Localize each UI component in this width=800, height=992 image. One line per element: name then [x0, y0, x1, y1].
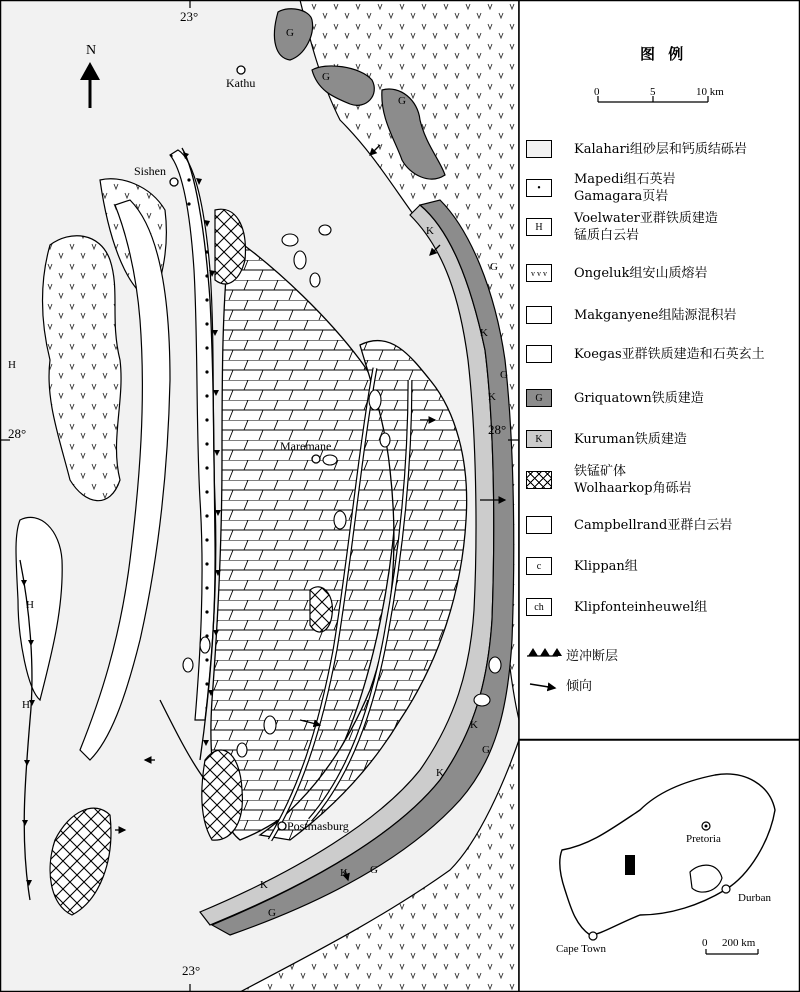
- legend-scale-mid: 5: [650, 86, 656, 98]
- legend-row: [526, 386, 704, 410]
- postmasburg-marker: [278, 822, 286, 830]
- legend-row: [526, 427, 687, 451]
- legend-row: [526, 137, 747, 161]
- legend-label-line1: 铁锰矿体: [574, 464, 627, 479]
- legend-label: Griquatown铁质建造: [574, 390, 704, 406]
- lon-label-bottom: 23°: [182, 963, 201, 978]
- legend-row-dip: [526, 674, 592, 698]
- legend-label: Koegas亚群铁质建造和石英玄土: [574, 346, 765, 362]
- cape-town-label: Cape Town: [556, 943, 607, 955]
- legend-label: [574, 171, 676, 205]
- legend-swatch: •: [526, 179, 552, 197]
- unit-k-label: K: [436, 767, 444, 779]
- legend-label: Kuruman铁质建造: [574, 431, 687, 447]
- legend-swatch: [526, 471, 552, 489]
- unit-k-label: K: [260, 879, 268, 891]
- legend-label-line2: Gamagara页岩: [574, 189, 669, 204]
- unit-k-label: K: [470, 719, 478, 731]
- unit-g-label: G: [490, 261, 498, 273]
- sishen-label: Sishen: [134, 164, 167, 178]
- legend-label: Campbellrand亚群白云岩: [574, 517, 733, 533]
- maremane-label: Maremane: [280, 439, 332, 453]
- legend-label-line2: 锰质白云岩: [574, 228, 640, 243]
- legend-label-line2: Wolhaarkop角砾岩: [574, 481, 692, 496]
- unit-g-label: G: [398, 95, 406, 107]
- legend-dip-label: 倾向: [566, 678, 593, 694]
- postmasburg-label: Postmasburg: [287, 819, 349, 833]
- pretoria-label: Pretoria: [686, 833, 721, 845]
- legend-label: [574, 210, 718, 244]
- north-label: N: [86, 43, 97, 58]
- unit-g-label: G: [268, 907, 276, 919]
- legend-thrust-label: 逆冲断层: [566, 648, 619, 664]
- lon-label-top: 23°: [180, 9, 199, 24]
- legend-row: [526, 172, 676, 204]
- kathu-label: Kathu: [226, 76, 256, 90]
- legend-swatch: v v v: [526, 264, 552, 282]
- legend-row: [526, 464, 692, 496]
- legend-label: [574, 463, 692, 497]
- legend-row: [526, 595, 707, 619]
- maremane-marker: [312, 455, 320, 463]
- kathu-marker: [237, 66, 245, 74]
- legend-row: [526, 342, 765, 366]
- unit-k-label: K: [340, 867, 348, 879]
- unit-h-label: H: [26, 599, 34, 611]
- unit-h-label: H: [22, 699, 30, 711]
- unit-k-label: K: [488, 391, 496, 403]
- lat-label-right: 28°: [488, 422, 507, 437]
- legend-row: [526, 261, 707, 285]
- lat-label-left: 28°: [8, 426, 27, 441]
- legend-label: Makganyene组陆源混积岩: [574, 307, 737, 323]
- unit-g-label: G: [286, 27, 294, 39]
- legend-swatch: [526, 140, 552, 158]
- unit-g-label: G: [482, 744, 490, 756]
- legend-swatch: [526, 516, 552, 534]
- unit-g-label: G: [370, 864, 378, 876]
- legend-label-line1: Mapedi组石英岩: [574, 172, 676, 187]
- unit-g-label: G: [500, 369, 508, 381]
- durban-label: Durban: [738, 892, 771, 904]
- inset-scale-end: 200 km: [722, 937, 756, 949]
- ore-body-south: [202, 750, 243, 840]
- legend-scale-zero: 0: [594, 86, 600, 98]
- legend-scale-end: 10 km: [696, 86, 724, 98]
- legend-label: Klipfonteinheuwel组: [574, 599, 708, 615]
- legend-row: [526, 554, 638, 578]
- legend-row-thrust: [526, 644, 618, 668]
- inset-scale-zero: 0: [702, 937, 708, 949]
- legend-frame: [519, 1, 800, 740]
- legend-swatch: [526, 345, 552, 363]
- ore-body-central: [310, 587, 332, 632]
- unit-g-label: G: [322, 71, 330, 83]
- sishen-marker: [170, 178, 178, 186]
- unit-h-label: H: [8, 359, 16, 371]
- legend-swatch: G: [526, 389, 552, 407]
- legend-swatch: K: [526, 430, 552, 448]
- legend-label: Kalahari组砂层和钙质结砾岩: [574, 141, 747, 157]
- legend-swatch: H: [526, 218, 552, 236]
- study-area-box: [625, 855, 635, 875]
- legend-swatch: c: [526, 557, 552, 575]
- legend-row: [526, 513, 732, 537]
- legend-label-line1: Voelwater亚群铁质建造: [574, 211, 718, 226]
- legend-title: 图 例: [640, 45, 688, 63]
- legend-row: [526, 303, 737, 327]
- cape-town-marker: [589, 932, 597, 940]
- durban-marker: [722, 885, 730, 893]
- legend-row: [526, 211, 718, 243]
- legend-label: Ongeluk组安山质熔岩: [574, 265, 708, 281]
- unit-k-label: K: [480, 327, 488, 339]
- legend-label: Klippan组: [574, 558, 638, 574]
- legend-swatch: ch: [526, 598, 552, 616]
- legend-swatch: [526, 306, 552, 324]
- unit-k-label: K: [426, 225, 434, 237]
